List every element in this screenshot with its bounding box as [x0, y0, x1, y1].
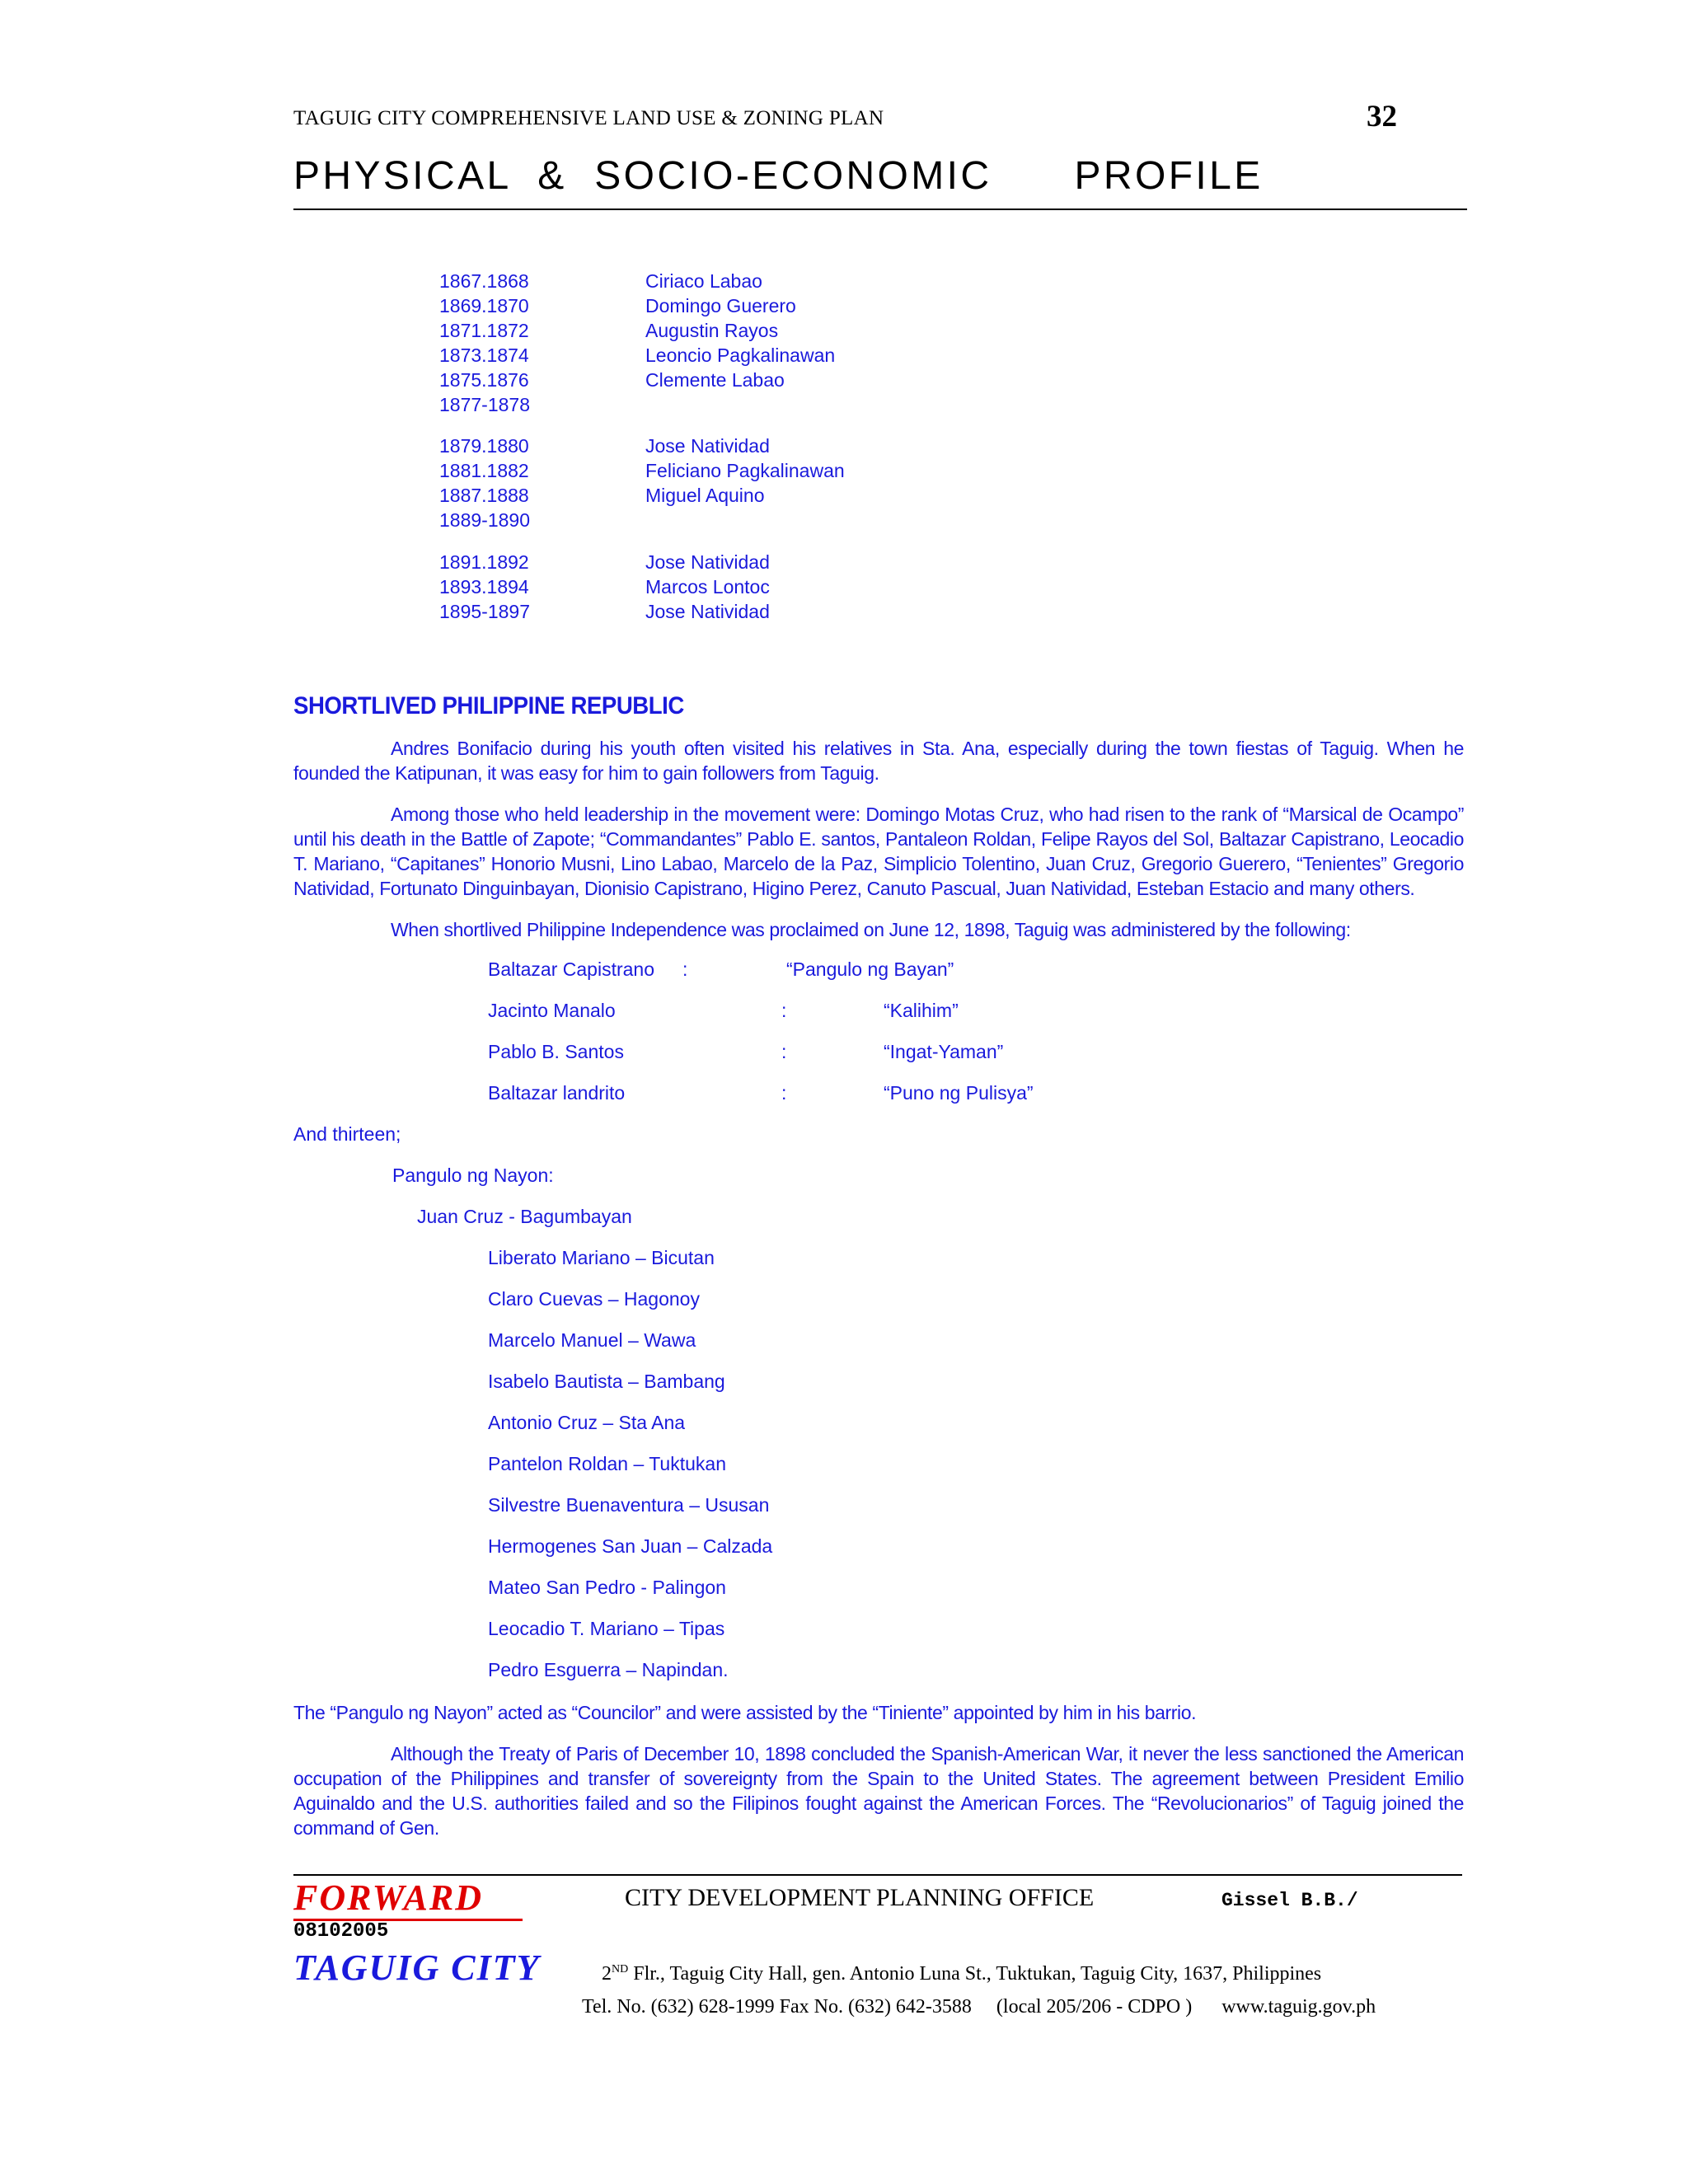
official-name: Baltazar Capistrano [488, 958, 654, 980]
paragraph-bonifacio: Andres Bonifacio during his youth often visited his relatives in Sta. Ana, especially during the town fiestas of Taguig. When he founded the Katipunan, it was easy for him to gain followers from Taguig. [293, 738, 1464, 784]
forward-logo: FORWARD [293, 1879, 523, 1921]
official-title: “Kalihim” [884, 1000, 959, 1021]
term-name: Miguel Aquino [645, 485, 765, 506]
term-name: Marcos Lontoc [645, 576, 770, 598]
official-name: Baltazar landrito [488, 1082, 626, 1104]
author-initials: Gissel B.B./ [1221, 1890, 1358, 1911]
list-item: Marcelo Manuel – Wawa [488, 1329, 696, 1351]
paragraph-leadership: Among those who held leadership in the movement were: Domingo Motas Cruz, who had risen to the rank of “Marsical de Ocampo” until his death in the Battle of Zapote; “Commandantes” Pablo E. santos, Pantaleon Roldan, Felipe Rayos del Sol, Baltazar Capistrano, Leocadio T. Mariano, “Capitanes” Honorio Musni, Lino Labao, Marcelo de la Paz, Simplicio Tolentino, Juan Cruz, Gregorio Guerero, “Tenientes” Gregorio Natividad, Fortunato Dinguinbayan, Dionisio Capistrano, Higino Perez, Canuto Pascual, Juan Natividad, Esteban Estacio and many others. [293, 804, 1464, 899]
official-title: “Ingat-Yaman” [884, 1041, 1004, 1062]
term-years: 1875.1876 [439, 369, 529, 391]
term-years: 1873.1874 [439, 344, 529, 366]
paragraph-councilor: The “Pangulo ng Nayon” acted as “Councilor” and were assisted by the “Tiniente” appointed by him in his barrio. [293, 1702, 1197, 1723]
official-title: “Puno ng Pulisya” [884, 1082, 1034, 1104]
section-heading-part-2: PROFILE [1074, 154, 1264, 198]
term-years: 1877-1878 [439, 394, 530, 415]
official-separator: : [781, 1000, 787, 1021]
term-name: Jose Natividad [645, 435, 770, 457]
term-years: 1881.1882 [439, 460, 529, 481]
term-name: Clemente Labao [645, 369, 785, 391]
contact-line: Tel. No. (632) 628-1999 Fax No. (632) 642-3588 (local 205/206 - CDPO ) www.taguig.gov.ph [582, 1996, 1376, 2018]
term-years: 1893.1894 [439, 576, 529, 598]
term-name: Leoncio Pagkalinawan [645, 344, 836, 366]
list-item: Claro Cuevas – Hagonoy [488, 1288, 700, 1310]
term-years: 1869.1870 [439, 295, 529, 316]
section-title: SHORTLIVED PHILIPPINE REPUBLIC [293, 692, 684, 719]
paragraph-treaty: Although the Treaty of Paris of December 10, 1898 concluded the Spanish-American War, it never the less sanctioned the American occupation of the Philippines and transfer of sovereignty from the Spain to the United States. The agreement between President Emilio Aguinaldo and the U.S. authorities failed and so the Filipinos fought against the American Forces. The “Revolucionarios” of Taguig joined the command of Gen. [293, 1743, 1464, 1839]
list-item: Hermogenes San Juan – Calzada [488, 1535, 773, 1557]
official-title: “Pangulo ng Bayan” [786, 958, 954, 980]
official-separator: : [781, 1082, 787, 1104]
footer-rule [293, 1874, 1462, 1876]
and-thirteen: And thirteen; [293, 1123, 401, 1145]
taguig-city-logo: TAGUIG CITY [293, 1947, 541, 1988]
term-name: Augustin Rayos [645, 320, 779, 341]
address-rest: Flr., Taguig City Hall, gen. Antonio Luna St., Tuktukan, Taguig City, 1637, Philippines [628, 1963, 1322, 1985]
pangulo-label: Pangulo ng Nayon: [392, 1165, 554, 1186]
footer-code: 08102005 [293, 1920, 389, 1943]
address-floor: 2 [602, 1963, 612, 1985]
term-name: Domingo Guerero [645, 295, 796, 316]
office-name: CITY DEVELOPMENT PLANNING OFFICE [625, 1884, 1095, 1911]
term-years: 1891.1892 [439, 551, 529, 573]
section-heading [293, 153, 1264, 199]
official-separator: : [781, 1041, 787, 1062]
term-years: 1879.1880 [439, 435, 529, 457]
official-name: Jacinto Manalo [488, 1000, 616, 1021]
term-name: Jose Natividad [645, 551, 770, 573]
term-years: 1889-1890 [439, 509, 530, 531]
list-item: Liberato Mariano – Bicutan [488, 1247, 715, 1268]
term-years: 1867.1868 [439, 270, 529, 292]
list-item: Silvestre Buenaventura – Ususan [488, 1494, 770, 1516]
term-years: 1871.1872 [439, 320, 529, 341]
office-address [602, 1963, 1321, 1985]
list-item: Mateo San Pedro - Palingon [488, 1577, 726, 1598]
list-item: Antonio Cruz – Sta Ana [488, 1412, 686, 1433]
list-item: Pantelon Roldan – Tuktukan [488, 1453, 726, 1474]
list-item: Pedro Esguerra – Napindan. [488, 1659, 729, 1680]
term-name: Ciriaco Labao [645, 270, 762, 292]
paragraph-independence: When shortlived Philippine Independence was proclaimed on June 12, 1898, Taguig was administered by the following: [391, 919, 1351, 940]
section-heading-part-1: PHYSICAL & SOCIO-ECONOMIC [293, 154, 992, 198]
pangulo-first: Juan Cruz - Bagumbayan [417, 1206, 632, 1227]
term-years: 1887.1888 [439, 485, 529, 506]
list-item: Isabelo Bautista – Bambang [488, 1371, 725, 1392]
official-name: Pablo B. Santos [488, 1041, 624, 1062]
address-floor-suffix: ND [612, 1963, 629, 1975]
term-name: Jose Natividad [645, 601, 770, 622]
list-item: Leocadio T. Mariano – Tipas [488, 1618, 725, 1639]
page-number: 32 [1367, 100, 1397, 134]
term-years: 1895-1897 [439, 601, 530, 622]
header-rule [293, 209, 1467, 210]
official-separator: : [682, 958, 688, 980]
document-title: TAGUIG CITY COMPREHENSIVE LAND USE & ZONING PLAN [293, 107, 884, 129]
term-name: Feliciano Pagkalinawan [645, 460, 845, 481]
